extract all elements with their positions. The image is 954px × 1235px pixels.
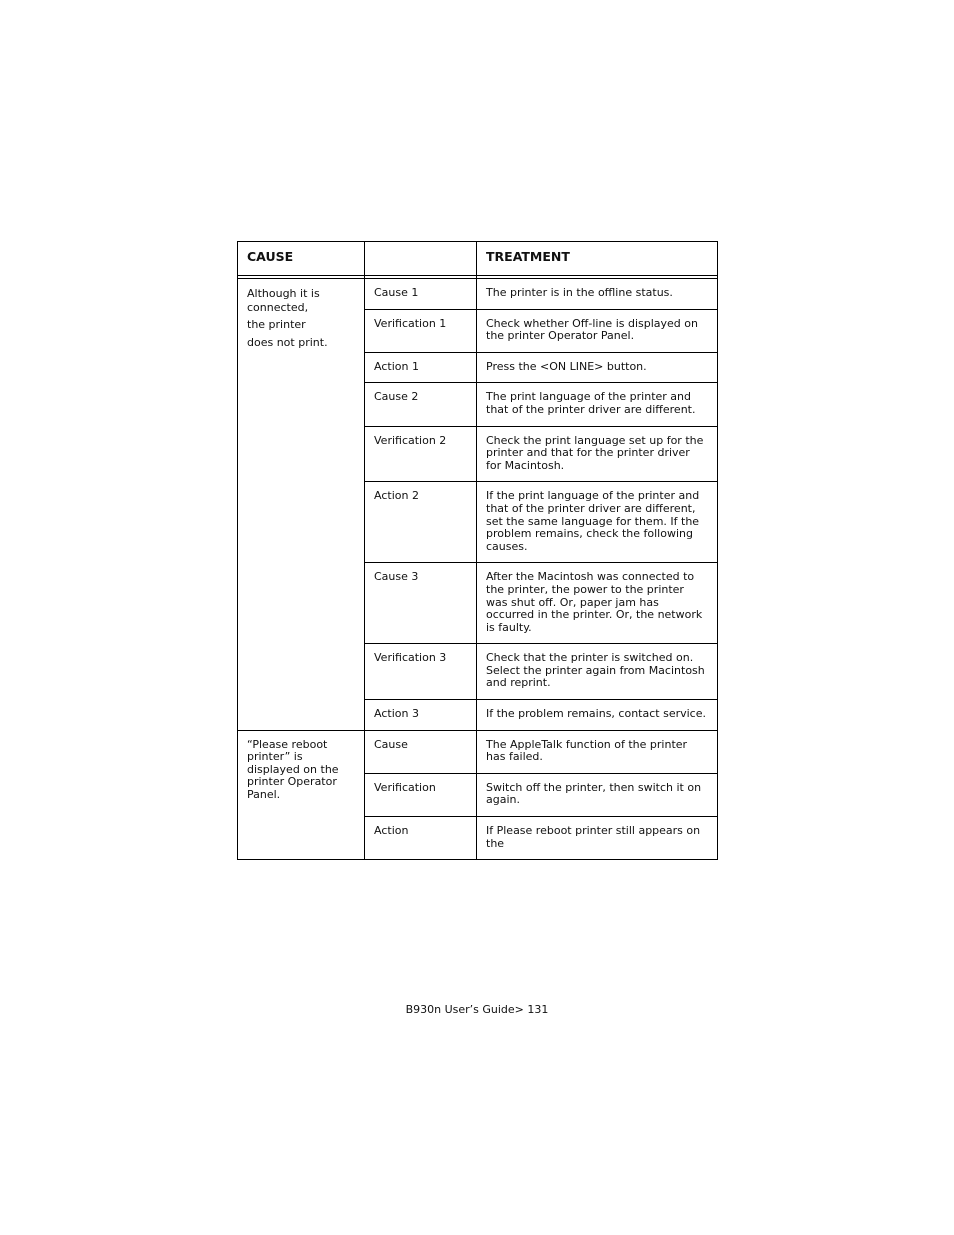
row-label: Cause xyxy=(365,730,477,773)
row-label: Verification 2 xyxy=(365,426,477,482)
row-label: Cause 2 xyxy=(365,383,477,426)
row-text: Check whether Off-line is displayed on the printer Operator Panel. xyxy=(477,309,718,352)
row-text: The print language of the printer and that of the printer driver are different. xyxy=(477,383,718,426)
row-text: If the print language of the printer and that of the printer driver are different, set the same language for them. If the problem remains, check the following causes. xyxy=(477,482,718,563)
header-middle xyxy=(365,242,477,276)
header-cause: CAUSE xyxy=(238,242,365,276)
group1-cause xyxy=(238,279,365,731)
row-label: Action 2 xyxy=(365,482,477,563)
table-row xyxy=(238,730,718,773)
group1-cause-line: the printer xyxy=(247,318,306,331)
row-text: The printer is in the offline status. xyxy=(477,279,718,310)
row-label: Verification 1 xyxy=(365,309,477,352)
row-text: Check that the printer is switched on. Select the printer again from Macintosh and reprint. xyxy=(477,644,718,700)
header-treatment: TREATMENT xyxy=(477,242,718,276)
row-label: Action 1 xyxy=(365,352,477,383)
group1-cause-line: Although it is connected, xyxy=(247,287,320,314)
row-text: Check the print language set up for the printer and that for the printer driver for Macintosh. xyxy=(477,426,718,482)
row-label: Verification xyxy=(365,773,477,816)
row-text: Switch off the printer, then switch it on again. xyxy=(477,773,718,816)
row-label: Action 3 xyxy=(365,700,477,731)
row-label: Cause 1 xyxy=(365,279,477,310)
group1-cause-line: does not print. xyxy=(247,335,328,349)
row-text: Press the <ON LINE> button. xyxy=(477,352,718,383)
row-text: After the Macintosh was connected to the printer, the power to the printer was shut off. Or, paper jam has occurred in the printer. Or, the network is faulty. xyxy=(477,563,718,644)
page-footer: B930n User’s Guide> 131 xyxy=(405,1003,549,1016)
troubleshooting-table xyxy=(237,241,718,860)
group2-cause: “Please reboot printer” is displayed on the printer Operator Panel. xyxy=(238,730,365,860)
row-text: The AppleTalk function of the printer has failed. xyxy=(477,730,718,773)
row-text: If Please reboot printer still appears on the xyxy=(477,817,718,860)
row-label: Verification 3 xyxy=(365,644,477,700)
row-label: Action xyxy=(365,817,477,860)
table-row xyxy=(238,279,718,310)
header-row xyxy=(238,242,718,276)
row-text: If the problem remains, contact service. xyxy=(477,700,718,731)
row-label: Cause 3 xyxy=(365,563,477,644)
